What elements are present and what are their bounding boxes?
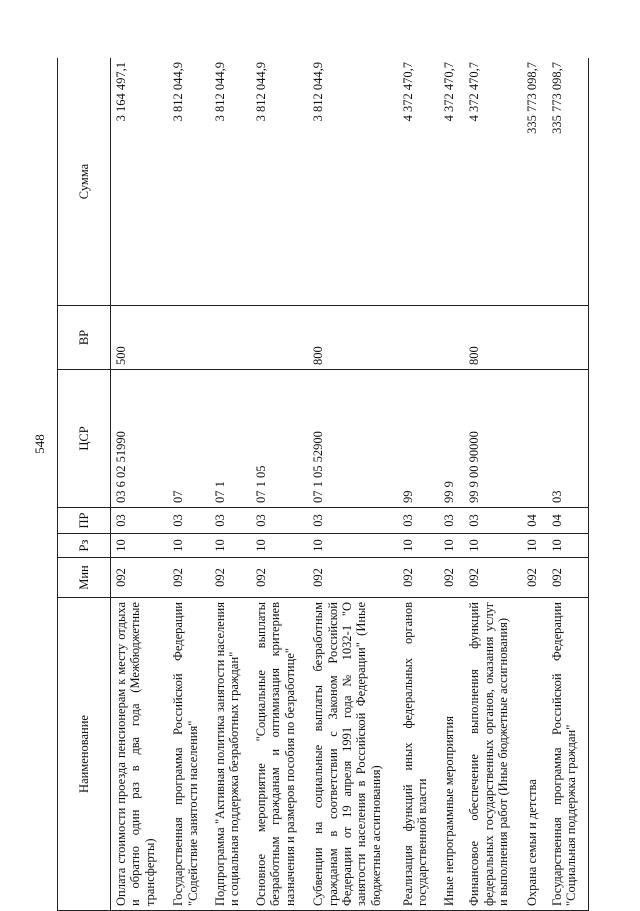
cell-min: 092	[111, 558, 169, 598]
header-csr: ЦСР	[58, 370, 111, 508]
table-row	[439, 58, 464, 911]
cell-name: Охрана семьи и детства	[522, 598, 547, 911]
cell-pr: 03	[464, 508, 521, 534]
cell-pr: 03	[398, 508, 439, 534]
cell-vr: 800	[308, 306, 398, 370]
cell-vr	[168, 306, 209, 370]
header-vr: ВР	[58, 306, 111, 370]
cell-sum: 335 773 098,7	[522, 58, 547, 306]
cell-sum: 3 812 044,9	[168, 58, 209, 306]
cell-rz: 10	[464, 534, 521, 558]
budget-table-wrapper	[57, 58, 589, 911]
cell-csr: 03 6 02 51990	[111, 370, 169, 508]
cell-rz: 10	[398, 534, 439, 558]
cell-sum: 3 812 044,9	[251, 58, 308, 306]
budget-table	[57, 58, 589, 911]
cell-vr	[522, 306, 547, 370]
cell-csr: 99 9	[439, 370, 464, 508]
cell-pr: 04	[547, 508, 589, 534]
table-row	[547, 58, 589, 911]
cell-csr	[522, 370, 547, 508]
cell-rz: 10	[547, 534, 589, 558]
cell-name: Оплата стоимости проезда пенсионерам к месту отдыха и обратно один раз в два года (Межбюджетные трансферты)	[111, 598, 169, 911]
cell-min: 092	[398, 558, 439, 598]
cell-sum: 3 812 044,9	[308, 58, 398, 306]
cell-min: 092	[464, 558, 521, 598]
table-row	[308, 58, 398, 911]
cell-pr: 03	[308, 508, 398, 534]
cell-sum: 335 773 098,7	[547, 58, 589, 306]
table-header-row	[58, 58, 111, 911]
header-min: Мин	[58, 558, 111, 598]
header-name: Наименование	[58, 598, 111, 911]
cell-pr: 04	[522, 508, 547, 534]
cell-rz: 10	[251, 534, 308, 558]
cell-rz: 10	[308, 534, 398, 558]
cell-rz: 10	[522, 534, 547, 558]
cell-pr: 03	[210, 508, 251, 534]
cell-name: Субвенции на социальные выплаты безработным гражданам в соответствии с Законом Российской Федерации от 19 апреля 1991 года № 1032-1 "О занятости населения в Российской Федерации" (Иные бюджетные ассигнования)	[308, 598, 398, 911]
cell-vr	[398, 306, 439, 370]
cell-sum: 4 372 470,7	[439, 58, 464, 306]
cell-min: 092	[308, 558, 398, 598]
cell-pr: 03	[111, 508, 169, 534]
table-row	[210, 58, 251, 911]
cell-rz: 10	[111, 534, 169, 558]
cell-name: Государственная программа Российской Федерации "Социальная поддержка граждан"	[547, 598, 589, 911]
cell-pr: 03	[439, 508, 464, 534]
cell-min: 092	[168, 558, 209, 598]
page-number: 548	[32, 434, 47, 454]
cell-name: Основное мероприятие "Социальные выплаты безработным гражданам и оптимизация критериев назначения и размеров пособия по безработице"	[251, 598, 308, 911]
cell-csr: 07 1	[210, 370, 251, 508]
cell-min: 092	[522, 558, 547, 598]
cell-pr: 03	[251, 508, 308, 534]
cell-min: 092	[251, 558, 308, 598]
table-row	[398, 58, 439, 911]
cell-vr	[547, 306, 589, 370]
cell-min: 092	[547, 558, 589, 598]
cell-csr: 07 1 05 52900	[308, 370, 398, 508]
cell-csr: 99	[398, 370, 439, 508]
cell-sum: 4 372 470,7	[398, 58, 439, 306]
header-rz: Рз	[58, 534, 111, 558]
cell-rz: 10	[168, 534, 209, 558]
cell-rz: 10	[210, 534, 251, 558]
cell-sum: 4 372 470,7	[464, 58, 521, 306]
table-row	[251, 58, 308, 911]
cell-pr: 03	[168, 508, 209, 534]
table-row	[522, 58, 547, 911]
cell-name: Подпрограмма "Активная политика занятости населения и социальная поддержка безработных граждан"	[210, 598, 251, 911]
cell-name: Финансовое обеспечение выполнения функций федеральных государственных органов, оказания услуг и выполнения работ (Иные бюджетные ассигнования)	[464, 598, 521, 911]
cell-sum: 3 164 497,1	[111, 58, 169, 306]
header-pr: ПР	[58, 508, 111, 534]
cell-csr: 07 1 05	[251, 370, 308, 508]
cell-vr: 500	[111, 306, 169, 370]
cell-vr	[251, 306, 308, 370]
table-row	[168, 58, 209, 911]
cell-min: 092	[439, 558, 464, 598]
cell-name: Иные непрограммные мероприятия	[439, 598, 464, 911]
cell-vr: 800	[464, 306, 521, 370]
table-row	[464, 58, 521, 911]
table-row	[111, 58, 169, 911]
cell-name: Государственная программа Российской Федерации "Содействие занятости населения"	[168, 598, 209, 911]
cell-sum: 3 812 044,9	[210, 58, 251, 306]
cell-vr	[439, 306, 464, 370]
cell-csr: 99 9 00 90000	[464, 370, 521, 508]
cell-name: Реализация функций иных федеральных органов государственной власти	[398, 598, 439, 911]
cell-csr: 03	[547, 370, 589, 508]
header-sum: Сумма	[58, 58, 111, 306]
cell-min: 092	[210, 558, 251, 598]
cell-rz: 10	[439, 534, 464, 558]
cell-csr: 07	[168, 370, 209, 508]
cell-vr	[210, 306, 251, 370]
